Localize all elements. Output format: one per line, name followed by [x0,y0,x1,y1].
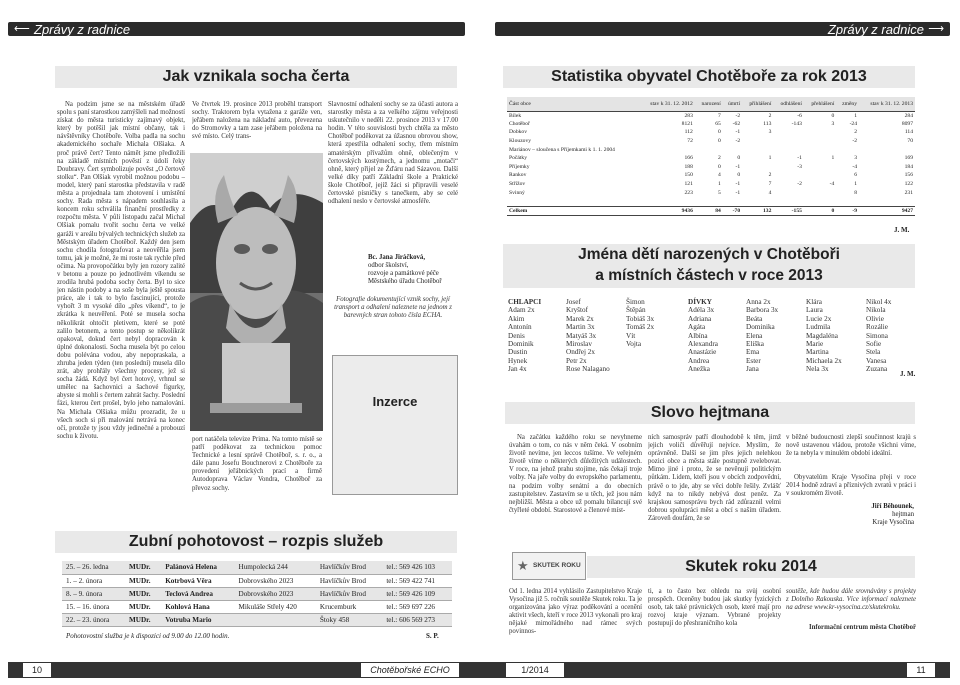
girls-name: Magdaléna [806,331,838,340]
stats-cell: -4 [852,163,858,170]
stats-total-cell: -9 [836,207,859,216]
stats-cell [804,188,836,197]
names-signature: J. M. [900,370,916,378]
stats-cell: 7 [768,181,772,188]
duty-cell-address [235,614,316,627]
stats-cell [742,163,773,172]
stats-cell: -1 [735,181,741,188]
deed-col3: soutěže, kde budou dále srovnávány s projekty z Dolního Rakouska. Více informací naleznete na adrese www.kr-vysocina.cz/skutekroku. [786,588,916,612]
stats-total-row [507,207,915,216]
duty-cell-tel: tel.: 569 426 103 [382,561,452,574]
girls-name: Eliška [746,340,764,349]
footer-publication: Chotěbořské ECHO [370,665,450,675]
duty-cell-date: 8. – 9. února [62,587,125,600]
signature-line3: rozvoje a památkové péče [368,270,439,278]
stats-cell [695,145,723,154]
stats-cell: Příjemky [509,163,530,170]
stats-cell: 0 [737,155,741,162]
devil-sculpture-photo [190,153,323,431]
girls-name: Agáta [688,323,706,332]
stats-row [507,188,915,197]
duty-row [62,601,452,614]
duty-cell-name: Votruba Mario [161,614,234,627]
girls-name: Adéla 3x [688,306,715,315]
boys-list [508,298,683,388]
stats-cell: -2 [735,138,741,145]
stats-cell: Rankov [509,172,527,179]
stats-cell: 231 [904,189,913,196]
girls-name: Laura [806,306,823,315]
stats-cell: 223 [684,189,693,196]
girls-name: Elena [746,331,763,340]
footer-issue-box [505,662,565,678]
stats-cell: 0 [717,163,721,170]
girls-name: Stela [866,348,881,357]
duty-cell-title: MUDr. [125,614,161,627]
stats-cell: -1 [735,189,741,196]
duty-cell-name: Teclová Andrea [161,587,234,600]
girls-name: Beáta [746,314,763,323]
girls-column [806,298,842,374]
girls-name: Simona [866,331,888,340]
stats-col-header: stav k 31. 12. 2012 [639,97,695,111]
girls-header: DÍVKY [688,298,712,306]
duty-row [62,614,452,627]
sheriff-col2: ních samospráv patří dlouhodobě k těm, jimž jejich voliči důvěřují nejvíce. Myslím, že oprávněně. Další se jim přes jejich nelehkou pozici obce a města stále postupně zvelebovat. Mimo jiné i proto, že se nevěnují politickým půtkám. Lidem, kteří jsou v obcích zodpovědní, právě o to jde, aby se věci dobře řešily. Zvlášť když na to nikdy nebývá dost peněz. Za krajskou samosprávu bych rád zdůraznil velmi dobrou spolupráci měst a obcí s naším úřadem. Zároveň doufám, že se [648,434,781,522]
stats-cell: -2 [797,181,802,188]
stats-table [507,97,915,216]
boys-name: Šimon [626,298,645,306]
duty-cell-name: Kotrbová Věra [161,574,234,587]
stats-cell: Svinný [509,189,525,196]
stats-cell: -1 [735,163,741,170]
header-bar-left [8,22,465,36]
boys-name: Vojta [626,340,642,349]
girls-name: Anežka [688,365,710,374]
boys-name: Jan 4x [508,365,527,374]
stats-cell: 4 [768,189,772,196]
footer-page-right: 11 [916,665,926,675]
boys-name: Tobiáš 3x [626,314,655,323]
duty-table-wrap [62,561,452,627]
stats-cell: 1 [768,155,772,162]
stats-cell: 65 [715,120,721,127]
duty-cell-city: Havlíčkův Brod [316,561,382,574]
signature-line4: Městského úřadu Chotěboř [368,278,442,286]
stats-cell: 8097 [901,120,913,127]
stats-cell: 0 [717,138,721,145]
girls-name: Zuzana [866,365,888,374]
stats-cell: 184 [904,163,913,170]
article-devil-col2a: Ve čtvrtek 19. prosince 2013 proběhl transport sochy. Traktorem byla vytažena z garáže ven, jeřábem naložena na nákladní auto, převezena do Stromovky a tam zase jeřábem položena na své místo. Celý trans- [192,101,322,141]
boys-name: Petr 2x [566,356,587,365]
stats-cell [773,137,804,146]
girls-name: Andrea [688,356,710,365]
footer-bar [8,662,950,678]
boys-name: Matyáš 3x [566,331,597,340]
girls-name: Jana [746,365,759,374]
girls-name: Nela 3x [806,365,829,374]
article-devil-title: Jak vznikala socha čerta [55,66,457,88]
article-devil-col2b: port natáčela televize Prima. Na tomto místě se patří poděkovat za technickou pomoc Technické a lesní správě Chotěboř, s. r. o., a dále panu Josefu Bouchnerovi z Chotěboře za provedení jeřábnických prací a firmě Autodoprava Václav Vondra, Chotěboř za převoz sochy. [192,436,322,492]
stats-total-cell: 9427 [859,207,915,216]
stats-total-cell: 84 [695,207,723,216]
stats-cell: 3 [831,120,835,127]
stats-cell: 1 [831,155,835,162]
stats-cell [742,137,773,146]
duty-cell-city: Havlíčkův Brod [316,587,382,600]
duty-cell-city: Havlíčkův Brod [316,574,382,587]
stats-cell [804,137,836,146]
girls-name: Albína [688,331,708,340]
duty-cell-title: MUDr. [125,601,161,614]
girls-name: Dominika [746,323,775,332]
sheriff-sign-role: hejtman [892,511,914,518]
duty-cell-address: Mikuláše Střely 420 [235,601,316,614]
girls-column [866,298,891,374]
deed-col2: ti, a to často bez ohledu na svůj osobní prospěch. Oceněny budou jak skutky fyzických osob, tak také právnických osob, které mají pro rozvoj kraje význam. Vybrané projekty postupují do přeshraničního kola [648,588,781,628]
stats-col-header: odhlášení [773,97,804,111]
sheriff-sign-region: Kraje Vysočina [872,519,914,526]
stats-total-cell: -70 [723,207,742,216]
girls-name: Adriana [688,314,712,323]
boys-name: Dominik [508,340,534,349]
stats-cell: 3 [768,129,772,136]
stats-cell: 4 [717,172,721,179]
footer-issue: 1/2014 [521,665,549,675]
stats-table-wrap [507,97,915,216]
boys-name: Hynek [508,356,528,365]
stats-cell: 121 [684,181,693,188]
stats-cell: -2 [735,112,741,119]
boys-name: Dustin [508,348,528,357]
stats-cell [773,128,804,137]
stats-cell [804,163,836,172]
girls-list [688,298,916,388]
stats-total-cell: Celkem [507,207,639,216]
signature-line2: odbor školství, [368,262,409,270]
duty-cell-address: Dobrovského 2023 [235,574,316,587]
deed-title: Skutek roku 2014 [587,556,915,578]
stats-cell: 0 [717,129,721,136]
stats-col-header: přehlášení [804,97,836,111]
boys-name: Akim [508,314,525,323]
sheriff-col3b: Obyvatelům Kraje Vysočina přeji v roce 2014 hodně zdraví a příznivých zvratů v práci i v soukromém životě. [786,474,916,498]
girls-name: Rozálie [866,323,888,332]
stats-row [507,145,915,154]
stats-cell: 2 [854,129,858,136]
stats-cell: 283 [684,112,693,119]
duty-cell-tel: tel.: 569 697 226 [382,601,452,614]
stats-cell: 6 [854,172,858,179]
trophy-icon: ★ [517,558,529,573]
stats-cell: 2 [768,112,772,119]
girls-column [746,298,778,374]
deed-logo [512,552,586,580]
duty-cell-city: Krucemburk [316,601,382,614]
stats-cell [742,145,773,154]
stats-cell: 0 [737,172,741,179]
sheriff-col3: v běžné budoucnosti zlepší součinnost krajů s nově ustavenou vládou, protože všichni víme, že ta nebyla v minulém období ideální. [786,434,916,458]
footer-publication-box [360,662,460,678]
stats-cell: -6 [797,112,802,119]
boys-header: CHLAPCI [508,298,542,306]
stats-cell: 72 [687,138,693,145]
stats-col-header: stav k 31. 12. 2013 [859,97,915,111]
stats-cell: -1 [735,129,741,136]
stats-cell [836,145,859,154]
deed-logo-text: SKUTEK ROKU [533,562,581,569]
duty-cell-tel: tel.: 569 422 741 [382,574,452,587]
girls-name: Ester [746,356,761,365]
stats-row [507,128,915,137]
duty-signature: S. P. [426,632,439,640]
duty-cell-address: Dobrovského 2023 [235,587,316,600]
stats-cell: 113 [763,120,772,127]
stats-signature: J. M. [894,226,910,234]
stats-cell [804,145,836,154]
stats-cell: 166 [684,155,693,162]
stats-cell [773,145,804,154]
stats-cell: 114 [904,129,913,136]
stats-cell: -2 [852,138,858,145]
duty-row [62,587,452,600]
sheriff-signature [786,503,914,527]
boys-name: Marek 2x [566,314,594,323]
boys-name: Ondřej 2x [566,348,595,357]
stats-title: Statistika obyvatel Chotěboře za rok 2013 [503,66,915,88]
stats-cell: -24 [849,120,858,127]
stats-spacer-row [507,197,915,207]
stats-cell: 169 [904,155,913,162]
stats-cell: -3 [797,163,802,170]
stats-col-header: úmrtí [723,97,742,111]
duty-table [62,561,452,627]
duty-cell-date: 15. – 16. února [62,601,125,614]
boys-name: Miroslav [566,340,592,349]
sheriff-col1: Na začátku každého roku se nevyhneme úvahám o tom, co nás v něm čeká. V osobním životě nevíme, jen leccos tušíme. Ve veřejném životě víme o některých důležitých událostech. V roce, na jehož prahu stojíme, nás čekají troje volby. Na jaře volby do evropského parlamentu, na podzim volby senátní a do obecních zastupitelstev. Zastavím se u těch, jež jsou nám nejbližší. Města a obce už pomalu bilancují své čtyřleté období. Starostové a členové míst- [509,434,642,514]
duty-cell-title: MUDr. [125,574,161,587]
girls-name: Michaela 2x [806,356,842,365]
stats-cell: 112 [684,129,693,136]
stats-cell [773,188,804,197]
stats-col-header: změny [836,97,859,111]
stats-cell: Chotěboř [509,120,530,127]
article-devil-col1: Na podzim jsme se na městském úřadě spolu s paní starostkou zamýšleli nad možností získat do města turisticky zajímavý objekt, který by potěšil jak místní občany, tak i návštěvníky Chotěboře. Volba padla na sochu akademického sochaře Michala Olšiaka. A proč právě čert? Tento námět jsme předložili na základě místních pověstí z údolí řeky Doubravy. Čert symbolizuje pověst „O čertově stolku“. Pan Olšiak vyrobil možnou podobu – model, který paní starostka představila v radě města a projednala tam zhotovení i umístění sochy. Rada města s nápadem souhlasila a koncem roku schválila finanční prostředky z rozpočtu města. V půli listopadu začal Michal Olšiak pomalu tvořit sochu čerta ve velké garáži v areálu bývalých technických služeb za Městským úřadem Chotěboř. Každý den jsem sochu chodila fotografovat a neověřila jsem tomu, jak je možné, že mi roste tak rychle před očima. Na provopočátku byly jen rozory zalité v betonu a pouze po jednotlivém víkendu se zrodila hrubá podoba sochy čerta. Byl to sice jen nástin podoby a na soše byla ještě spousta práce, ale i tak to bylo fascinující, protože vyhořt 3 m vysoké dílo „přes víkend“, to je zkrátka k neuvěření. Poté se musela socha několikrát ohtočit pletivem, které se poté zalilo betonem, a tento postup se několikrát opakoval, dokud čert nebyl dopracován k úplné dokonalosti. Socha musela být po celou dobu polévána vodou, aby nepopraskala, a zhruba jeden týden (ten poslední) musela dílo zrát, aby prohřály všechny procesy, jež si socha žádá. Když byl čert hotový, vrhnul se umělec na šachovnici a šachové figurky, abyste si mohli s čertem zahrát šachy. Poslední fázi, kterou čert prošel, bylo jeho namalování. Na Michala Olšiaka můžu prozradit, že u všech soch si při malování netrává na konec očí, protože ty jsou vždy jedinečné a probouzí sochu k životu. [57,101,185,440]
stats-cell: 3 [854,155,858,162]
boys-name: Denis [508,331,525,340]
duty-cell-title: MUDr. [125,561,161,574]
stats-cell: 156 [904,172,913,179]
deed-col3b: Informační centrum města Chotěboř [808,624,916,631]
stats-cell: Počátky [509,155,528,162]
duty-row [62,574,452,587]
stats-col-header: Část obce [507,97,639,111]
girls-name: Nikol 4x [866,298,892,306]
stats-row [507,180,915,189]
duty-cell-tel: tel.: 606 569 273 [382,614,452,627]
header-bar-right [495,22,950,36]
stats-col-header: narození [695,97,723,111]
boys-name: Josef [566,298,581,306]
signature-name: Bc. Jana Jiráčková, [368,254,426,261]
stats-cell [804,128,836,137]
boys-column [626,298,654,348]
stats-col-header: přihlášení [742,97,773,111]
stats-cell [804,171,836,180]
stats-cell: 2 [717,155,721,162]
stats-cell: Střížov [509,181,526,188]
stats-cell: 70 [907,138,913,145]
duty-cell-date: 25. – 26. ledna [62,561,125,574]
stats-cell: -1 [797,155,802,162]
girls-name: Ema [746,348,760,357]
arrow-right-icon: ⟶ [928,23,944,35]
sheriff-title: Slovo hejtmana [505,402,915,424]
duty-note: Pohotovostní služba je k dispozici od 9.00 do 12.00 hodin. [66,632,230,640]
stats-cell: Bílek [509,112,522,119]
girls-name: Alexandra [688,340,718,349]
stats-row [507,120,915,129]
boys-name: Adam 2x [508,306,535,315]
deed-col1: Od 1. ledna 2014 vyhlásilo Zastupitelstvo Kraje Vysočina již 5. ročník soutěže Skutek roku. Ta je organizována jako výraz poděkování a ocenění aktivit všech, kteří v roce 2013 vykonali pro kraj nějaké mimořádného nad rámec svých povinnos- [509,588,642,636]
stats-total-cell: 9436 [639,207,695,216]
stats-row [507,163,915,172]
duty-cell-address: Humpolecká 244 [235,561,316,574]
boys-name: Martin 3x [566,323,595,332]
girls-name: Vanesa [866,356,887,365]
stats-cell: 122 [904,181,913,188]
stats-total-cell: 0 [804,207,836,216]
arrow-left-icon: ⟵ [14,23,30,35]
devil-photo-svg [190,153,323,431]
stats-cell: -143 [791,120,802,127]
stats-cell: -4 [829,181,835,188]
article-devil-col3: Slavnostní odhalení sochy se za účasti autora a starostky města a za velkého zájmu veřejnosti uskutečnilo v neděli 22. prosince 2013 v 17.00 hodin. V této souvislosti bych chtěla za město Chotěboř poděkovat za úžasnou obrovou show, která zpestřila odhalení sochy, třem místním amatérským přívažům ohně, oblečeným v čertovských kostýmech, a jednomu „motači“ ohně, který přijel ze Žďáru nad Sázavou. Další velké díky patří Základní škole a Praktické škole Chotěboř, jejíž žáci si připravili veselé čertovské písničky s tanečkem, aby se celé odhalení neslo v čertovské atmosféře. [328,101,458,206]
girls-name: Anna 2x [746,298,771,306]
girls-name: Martina [806,348,829,357]
girls-name: Barbora 3x [746,306,779,315]
stats-cell: -62 [732,120,741,127]
girls-name: Marie [806,340,824,349]
girls-name: Lucie 2x [806,314,832,323]
boys-name: Tomáš 2x [626,323,655,332]
girls-name: Klára [806,298,822,306]
stats-row [507,154,915,163]
girls-name: Nikola [866,306,886,315]
sheriff-sign-name: Jiří Běhounek, [871,503,914,510]
boys-name: Kryštof [566,306,588,315]
footer-page-left-box [22,662,52,678]
stats-total-cell: -155 [773,207,804,216]
boys-column [566,298,610,374]
duty-cell-name: Palánová Helena [161,561,234,574]
stats-cell: Klouzovy [509,138,532,145]
stats-cell: 5 [717,189,721,196]
stats-row [507,171,915,180]
stats-cell: 8121 [681,120,693,127]
article-devil-signature [368,254,463,286]
duty-cell-name: Kohlová Hana [161,601,234,614]
boys-name: Rose Nalagano [566,365,610,374]
ad-label: Inzerce [372,394,418,409]
photo-caption: Fotografie dokumentující vznik sochy, její transport a odhalení naleznete na jednom z barevných stran tohoto čísla ECHA. [334,296,452,320]
names-title-line2: a místních částech v roce 2013 [595,267,823,284]
duty-cell-date: 1. – 2. února [62,574,125,587]
footer-page-left: 10 [31,665,42,675]
stats-cell [723,145,742,154]
boys-name: Antonín [508,323,532,332]
stats-cell: 1 [854,181,858,188]
stats-cell: 2 [768,172,772,179]
stats-cell: 8 [854,189,858,196]
stats-cell: 284 [904,112,913,119]
duty-title: Zubní pohotovost – rozpis služeb [55,531,457,553]
stats-cell: 7 [717,112,721,119]
header-right-title: Zprávy z radnice [827,22,924,37]
footer-page-right-box [906,662,936,678]
stats-cell: 150 [684,172,693,179]
girls-name: Anastázie [688,348,717,357]
stats-cell: 1 [717,181,721,188]
stats-total-cell: 132 [742,207,773,216]
stats-cell: 1 [854,112,858,119]
boys-name: Štěpán [626,306,646,315]
duty-cell-city: Štoky 458 [316,614,382,627]
stats-cell: Mariánov – sloučena s Příjemkami k 1. 1. 2004 [509,146,615,153]
duty-cell-tel: tel.: 569 426 109 [382,587,452,600]
duty-cell-title: MUDr. [125,587,161,600]
stats-cell [859,145,915,154]
stats-row [507,137,915,146]
duty-row [62,561,452,574]
stats-cell [773,171,804,180]
girls-name: Olivie [866,314,884,323]
stats-cell: Dobkov [509,129,528,136]
girls-name: Ludmila [806,323,831,332]
stats-row [507,111,915,120]
boys-column [508,306,535,373]
stats-cell: 0 [831,112,835,119]
girls-name: Sofie [866,340,882,349]
names-title-line1: Jména dětí narozených v Chotěboři [578,246,840,263]
names-title [503,244,915,288]
stats-cell [639,145,695,154]
ad-box [332,355,458,495]
girls-column [688,306,718,373]
duty-cell-date: 22. – 23. února [62,614,125,627]
boys-name: Vít [626,331,636,340]
header-left-title: Zprávy z radnice [34,22,131,37]
stats-cell: 188 [684,163,693,170]
